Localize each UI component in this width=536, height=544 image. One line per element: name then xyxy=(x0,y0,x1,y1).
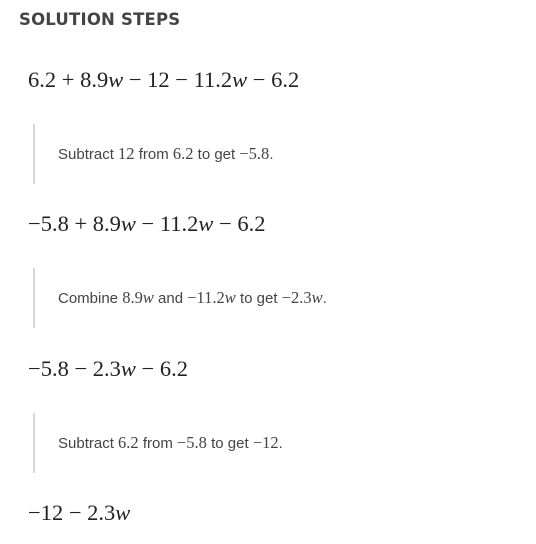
expression-4: −12 − 2.3w xyxy=(28,500,131,525)
step-text: Subtract 6.2 from −5.8 to get −12. xyxy=(58,433,283,452)
expression-1: 6.2 + 8.9w − 12 − 11.2w − 6.2 xyxy=(28,67,300,92)
expression-2: −5.8 + 8.9w − 11.2w − 6.2 xyxy=(28,211,266,236)
step-text: Combine 8.9w and −11.2w to get −2.3w. xyxy=(58,288,327,307)
section-heading: SOLUTION STEPS xyxy=(19,10,181,29)
expression-3: −5.8 − 2.3w − 6.2 xyxy=(28,356,188,381)
step-text: Subtract 12 from 6.2 to get −5.8. xyxy=(58,144,274,163)
step-explanation-3 xyxy=(33,413,503,473)
step-explanation-1 xyxy=(33,124,503,184)
step-explanation-2 xyxy=(33,268,503,328)
